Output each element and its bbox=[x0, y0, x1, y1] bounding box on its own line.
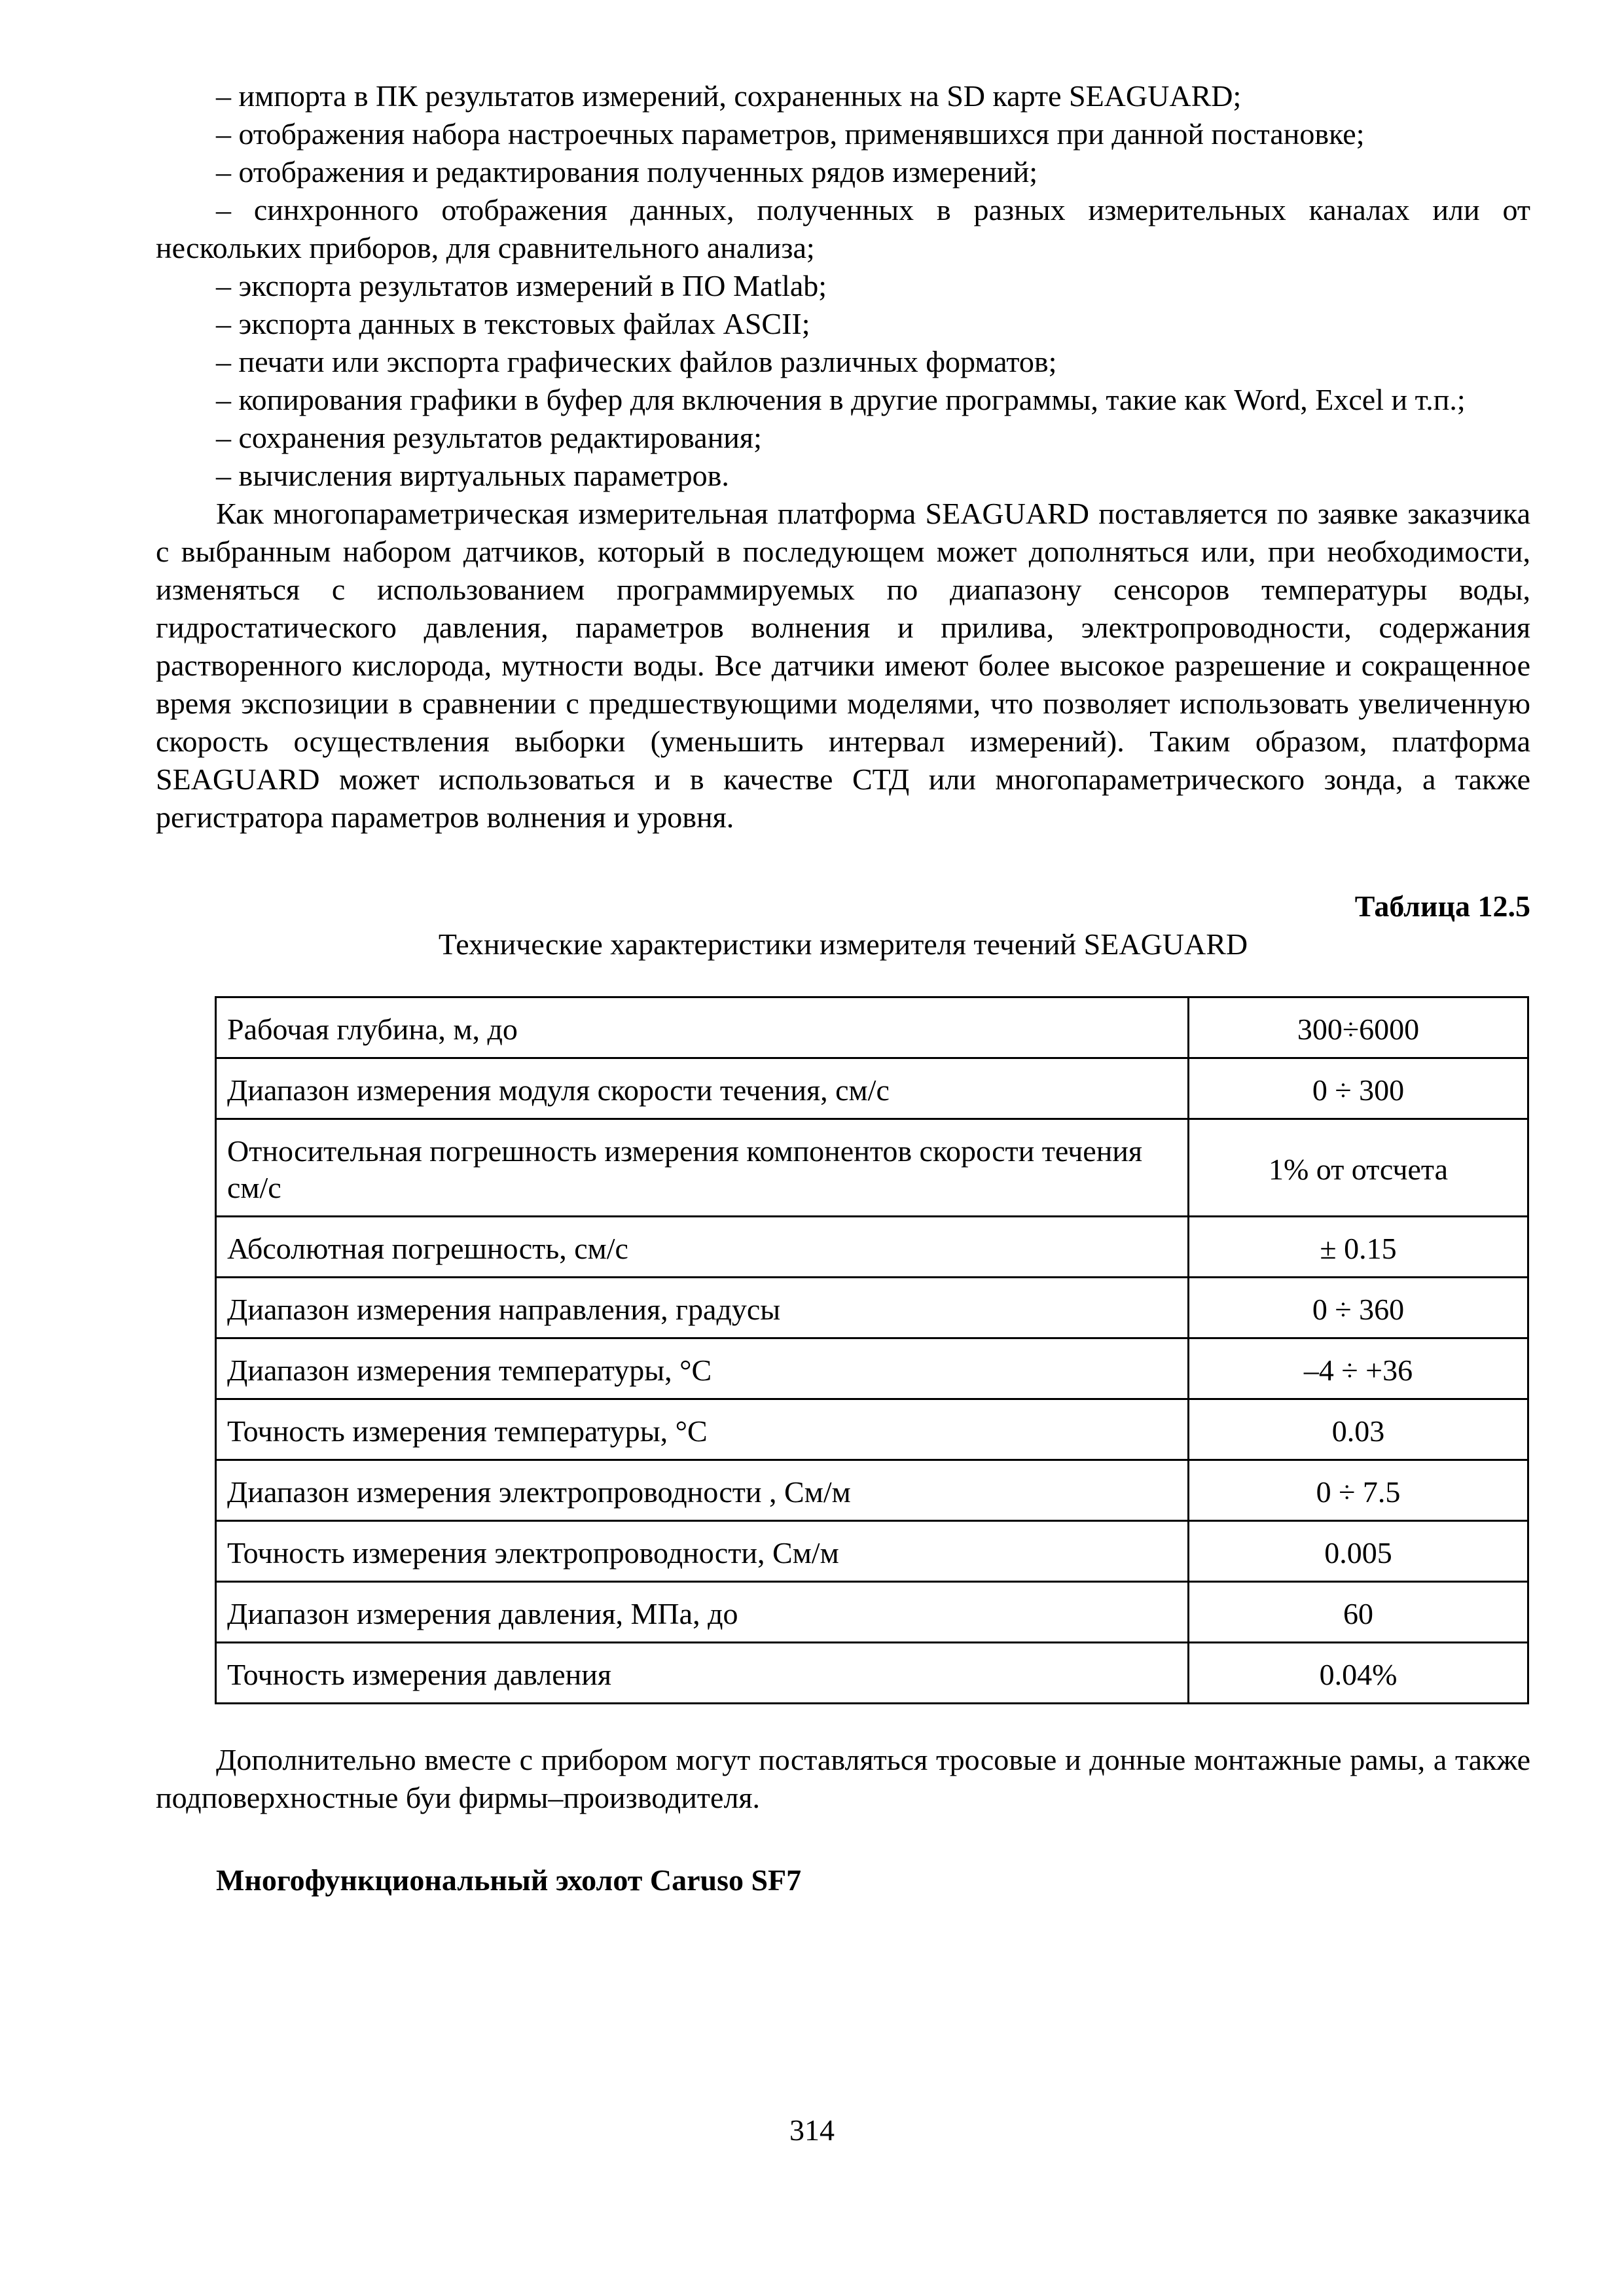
table-row bbox=[216, 1217, 1528, 1278]
value-cell: –4 ÷ +36 bbox=[1189, 1338, 1528, 1399]
param-cell: Диапазон измерения электропроводности , См/м bbox=[216, 1460, 1189, 1521]
page-content bbox=[156, 77, 1530, 1899]
body-paragraph: Как многопараметрическая измерительная платформа SEAGUARD поставляется по заявке заказчика с выбранным набором датчиков, который в последующем может дополняться или, при необходимости, изменяться с использованием программируемых по диапазону сенсоров температуры воды, гидростатического давления, параметров волнения и прилива, электропроводности, содержания растворенного кислорода, мутности воды. Все датчики имеют более высокое разрешение и сокращенное время экспозиции в сравнении с предшествующими моделями, что позволяет использовать увеличенную скорость осуществления выборки (уменьшить интервал измерений). Таким образом, платформа SEAGUARD может использоваться и в качестве СТД или многопараметрического зонда, а также регистратора параметров волнения и уровня. bbox=[156, 497, 1530, 834]
table-row bbox=[216, 1582, 1528, 1643]
list-item: – импорта в ПК результатов измерений, сохраненных на SD карте SEAGUARD; bbox=[216, 79, 1242, 113]
table-row bbox=[216, 1521, 1528, 1582]
param-cell: Относительная погрешность измерения компонентов скорости течения см/с bbox=[216, 1119, 1189, 1217]
value-cell: 0.04% bbox=[1189, 1643, 1528, 1704]
table-row bbox=[216, 1058, 1528, 1119]
list-item: – экспорта данных в текстовых файлах ASCII; bbox=[216, 307, 810, 340]
table-row bbox=[216, 1399, 1528, 1460]
section-heading: Многофункциональный эхолот Caruso SF7 bbox=[216, 1863, 802, 1897]
value-cell: 1% от отсчета bbox=[1189, 1119, 1528, 1217]
table-row bbox=[216, 1460, 1528, 1521]
list-item: – отображения набора настроечных параметров, применявшихся при данной постановке; bbox=[216, 117, 1365, 151]
param-cell: Точность измерения давления bbox=[216, 1643, 1189, 1704]
list-item: – копирования графики в буфер для включения в другие программы, такие как Word, Excel и т.п.; bbox=[216, 383, 1466, 416]
param-cell: Абсолютная погрешность, см/с bbox=[216, 1217, 1189, 1278]
value-cell: 0 ÷ 360 bbox=[1189, 1278, 1528, 1338]
table-row bbox=[216, 1119, 1528, 1217]
specifications-table bbox=[215, 996, 1529, 1704]
value-cell: ± 0.15 bbox=[1189, 1217, 1528, 1278]
list-item: – сохранения результатов редактирования; bbox=[216, 421, 762, 454]
list-item: – вычисления виртуальных параметров. bbox=[216, 459, 729, 492]
table-row bbox=[216, 1338, 1528, 1399]
param-cell: Диапазон измерения модуля скорости течения, см/с bbox=[216, 1058, 1189, 1119]
table-row bbox=[216, 1278, 1528, 1338]
value-cell: 0.03 bbox=[1189, 1399, 1528, 1460]
list-item: – печати или экспорта графических файлов различных форматов; bbox=[216, 345, 1057, 378]
value-cell: 300÷6000 bbox=[1189, 997, 1528, 1058]
param-cell: Точность измерения электропроводности, См/м bbox=[216, 1521, 1189, 1582]
param-cell: Диапазон измерения давления, МПа, до bbox=[216, 1582, 1189, 1643]
table-row bbox=[216, 997, 1528, 1058]
value-cell: 0 ÷ 7.5 bbox=[1189, 1460, 1528, 1521]
list-item: – экспорта результатов измерений в ПО Matlab; bbox=[216, 269, 827, 302]
table-caption: Технические характеристики измерителя течений SEAGUARD bbox=[438, 927, 1248, 961]
list-item: – синхронного отображения данных, полученных в разных измерительных каналах или от нескольких приборов, для сравнительного анализа; bbox=[156, 193, 1530, 264]
list-item: – отображения и редактирования полученных рядов измерений; bbox=[216, 155, 1038, 188]
value-cell: 0 ÷ 300 bbox=[1189, 1058, 1528, 1119]
param-cell: Рабочая глубина, м, до bbox=[216, 997, 1189, 1058]
feature-list bbox=[156, 77, 1530, 495]
param-cell: Диапазон измерения направления, градусы bbox=[216, 1278, 1189, 1338]
page-number: 314 bbox=[789, 2113, 835, 2147]
value-cell: 60 bbox=[1189, 1582, 1528, 1643]
param-cell: Точность измерения температуры, °С bbox=[216, 1399, 1189, 1460]
table-number: Таблица 12.5 bbox=[1354, 889, 1530, 923]
value-cell: 0.005 bbox=[1189, 1521, 1528, 1582]
param-cell: Диапазон измерения температуры, °С bbox=[216, 1338, 1189, 1399]
body-paragraph: Дополнительно вместе с прибором могут поставляться тросовые и донные монтажные рамы, а также подповерхностные буи фирмы–производителя. bbox=[156, 1743, 1530, 1814]
table-row bbox=[216, 1643, 1528, 1704]
